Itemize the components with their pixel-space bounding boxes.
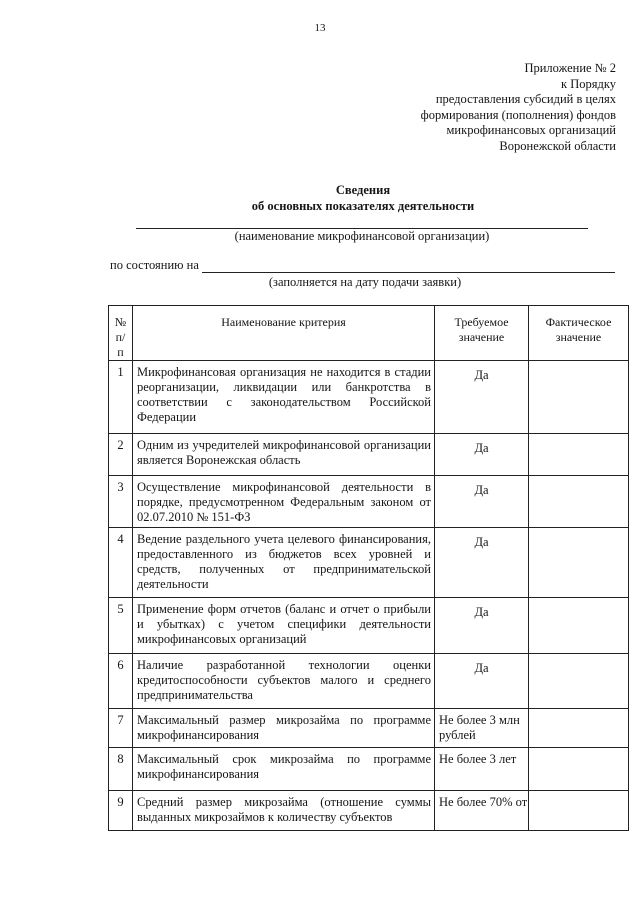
appendix-line: к Порядку xyxy=(561,76,616,91)
row-required-value: Да xyxy=(435,361,529,434)
header-actual: Фактическое значение xyxy=(529,306,629,361)
row-criterion: Осуществление микрофинансовой деятельности в порядке, предусмотренном Федеральным законом от 02.07.2010 № 151-ФЗ xyxy=(133,476,435,528)
row-actual-value[interactable] xyxy=(529,654,629,709)
date-fill-line xyxy=(202,260,615,273)
row-actual-value[interactable] xyxy=(529,476,629,528)
table-row xyxy=(109,709,629,748)
appendix-line: Приложение № 2 xyxy=(524,61,616,75)
table-row xyxy=(109,791,629,831)
row-criterion: Применение форм отчетов (баланс и отчет о прибыли и убытках) с учетом специфики деятельности микрофинансовых организаций xyxy=(133,598,435,654)
row-criterion: Микрофинансовая организация не находится в стадии реорганизации, ликвидации или банкротства в соответствии с законодательством Российской Федерации xyxy=(133,361,435,434)
header-num: № п/п xyxy=(109,306,133,361)
row-actual-value[interactable] xyxy=(529,791,629,831)
table-row xyxy=(109,528,629,598)
document-subtitle-line: об основных показателях деятельности xyxy=(251,199,475,213)
row-criterion: Наличие разработанной технологии оценки кредитоспособности субъектов малого и среднего предпринимательства xyxy=(133,654,435,709)
appendix-line: предоставления субсидий в целях xyxy=(435,92,616,106)
date-row xyxy=(110,258,615,273)
row-actual-value[interactable] xyxy=(529,709,629,748)
row-criterion: Ведение раздельного учета целевого финансирования, предоставленного из бюджетов всех уровней и средств, полученных от предпринимательской деятельности xyxy=(133,528,435,598)
row-required-value: Да xyxy=(435,476,529,528)
row-num: 7 xyxy=(109,709,133,748)
row-num: 5 xyxy=(109,598,133,654)
row-criterion: Максимальный срок микрозайма по программе микрофинансирования xyxy=(133,748,435,791)
appendix-line: формирования (пополнения) фондов xyxy=(420,107,616,122)
date-label: по состоянию на xyxy=(110,258,199,272)
row-required-value: Не более 3 лет xyxy=(435,748,529,791)
date-caption: (заполняется на дату подачи заявки) xyxy=(268,275,462,289)
row-actual-value[interactable] xyxy=(529,361,629,434)
row-actual-value[interactable] xyxy=(529,748,629,791)
table-row xyxy=(109,434,629,476)
table-header-row xyxy=(109,306,629,361)
appendix-line: микрофинансовых организаций xyxy=(446,123,616,137)
row-criterion: Одним из учредителей микрофинансовой организации является Воронежская область xyxy=(133,434,435,476)
row-num: 9 xyxy=(109,791,133,831)
table-row xyxy=(109,654,629,709)
row-num: 6 xyxy=(109,654,133,709)
table-row xyxy=(109,598,629,654)
table-row xyxy=(109,476,629,528)
row-required-value: Да xyxy=(435,654,529,709)
row-num: 4 xyxy=(109,528,133,598)
row-num: 1 xyxy=(109,361,133,434)
row-num: 2 xyxy=(109,434,133,476)
appendix-line: Воронежской области xyxy=(499,138,616,153)
row-required-value: Да xyxy=(435,434,529,476)
organization-name-caption: (наименование микрофинансовой организации) xyxy=(234,229,490,243)
row-criterion: Максимальный размер микрозайма по программе микрофинансирования xyxy=(133,709,435,748)
document-title-line: Сведения xyxy=(335,183,391,197)
header-name: Наименование критерия xyxy=(133,306,435,361)
row-required-value: Да xyxy=(435,528,529,598)
document-title xyxy=(0,182,640,214)
row-actual-value[interactable] xyxy=(529,434,629,476)
row-actual-value[interactable] xyxy=(529,528,629,598)
page-number: 13 xyxy=(314,22,326,34)
row-actual-value[interactable] xyxy=(529,598,629,654)
row-num: 8 xyxy=(109,748,133,791)
row-required-value: Не более 3 млн рублей xyxy=(435,709,529,748)
row-required-value: Да xyxy=(435,598,529,654)
row-num: 3 xyxy=(109,476,133,528)
header-required: Требуемое значение xyxy=(435,306,529,361)
table-row xyxy=(109,361,629,434)
row-required-value: Не более 70% от xyxy=(435,791,529,831)
table-row xyxy=(109,748,629,791)
row-criterion: Средний размер микрозайма (отношение суммы выданных микрозаймов к количеству субъектов xyxy=(133,791,435,831)
criteria-table xyxy=(108,305,629,831)
appendix-heading xyxy=(356,61,616,154)
